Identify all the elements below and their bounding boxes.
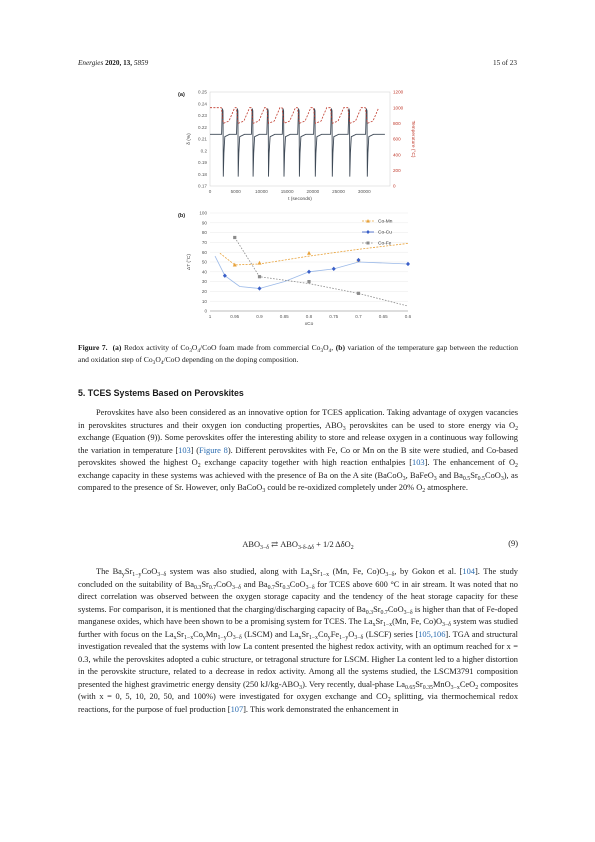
legend-label-co-fe: Co-Fe — [378, 241, 392, 247]
x-tick-label: 20000 — [306, 189, 320, 194]
y-tick-right-label: 800 — [393, 120, 401, 126]
x-tick-label: 0.75 — [329, 314, 339, 319]
equation-body: $ABO_{3-\delta}$ ⇄ $ABO_{3-\delta-\Delta\delta} + 1/2$ ΔδO$_2$ — [242, 540, 354, 551]
ref-104[interactable]: 104 — [462, 567, 475, 576]
series-delta-line — [210, 109, 385, 177]
section-title: 5. TCES Systems Based on Perovskites — [78, 388, 244, 398]
y-tick-label: 20 — [201, 289, 207, 294]
x-tick-label: 0.9 — [256, 314, 263, 319]
y-tick-label: 10 — [201, 298, 207, 304]
y-tick-right-label: 0 — [393, 183, 396, 189]
x-tick-label: 0.65 — [378, 314, 388, 319]
ref-105-106[interactable]: 105,106 — [418, 629, 446, 639]
x-tick-label: 0 — [208, 189, 212, 194]
y-axis-title-b: ΔT (°C) — [187, 254, 192, 270]
data-point-co-mn — [258, 261, 262, 265]
data-point-co-cu — [258, 286, 262, 290]
y-tick-label: 0 — [204, 308, 207, 314]
y-tick-right-label: 1000 — [393, 105, 404, 111]
page-number: 15 of 23 — [493, 59, 517, 67]
data-point-co-cu — [223, 274, 227, 278]
y-tick-right-label: 400 — [393, 152, 401, 158]
data-point-co-cu — [307, 270, 311, 274]
equation-number: (9) — [508, 539, 518, 548]
figure-7-caption: Figure 7. (a) Redox activity of $Co_3O_4$/CoO foam made from commercial $Co_3O_4$, (b) variation of the temperature gap between the reduction and oxidation step of $Co_3O_4$/CoO depending on the doping composition. — [78, 343, 519, 366]
ref-figure-8[interactable]: Figure 8 — [199, 445, 228, 455]
journal-citation: Energies 2020, 13, 5859 — [78, 59, 149, 67]
x-tick-label: 0.7 — [355, 314, 362, 319]
x-tick-label: 0.8 — [305, 314, 313, 319]
paragraph-perovskites-intro: Perovskites have also been considered as an innovative option for TCES application. Taking advantage of oxygen vacancies in perovskites structures and their oxygen ion conducting properties, $ABO_3$ perovskites can be used to store energy via $O_2$ exchange (Equation (9)). Some perovskites offer the interesting ability to store and release oxygen in a continuous way following the variation in temperature [103] (Figure 8). Different perovskites with Fe, Co or Mn on the B site were studied, and Co-based perovskites showed the highest $O_2$ exchange capacity together with high reaction enthalpies [103]. The enhancement of $O_2$ exchange capacity in these systems was achieved with the presence of Ba on the A site (BaCoO$_3$, BaFeO$_3$ and $Ba_{0.5}Sr_{0.5}CoO_3$), as compared to the presence of Sr. However, only BaCoO$_3$ could be re-oxidized completely under 20% $O_2$ atmosphere. — [78, 408, 519, 494]
y-tick-right-label: 600 — [393, 136, 401, 142]
figure-7a-chart — [176, 86, 420, 208]
data-point-co-fe — [233, 236, 236, 239]
figure-7b-chart — [176, 207, 420, 329]
legend-marker-co-cu — [366, 230, 370, 234]
legend-marker-co-fe — [367, 242, 370, 245]
legend-label-co-mn: Co-Mn — [378, 219, 393, 225]
x-tick-label: 0.85 — [279, 314, 289, 319]
y-tick-left-label: 0.19 — [198, 160, 207, 166]
y-tick-left-label: 0.18 — [198, 171, 207, 177]
y-axis-title-right-a: Temperature (°C) — [410, 120, 415, 158]
trendline-co-cu — [215, 256, 408, 288]
y-tick-label: 70 — [201, 240, 207, 245]
y-tick-left-label: 0.25 — [198, 89, 207, 95]
y-tick-label: 30 — [201, 279, 207, 285]
figure-7b-svg — [176, 207, 420, 329]
y-tick-left-label: 0.21 — [198, 136, 207, 142]
x-tick-label: 0.95 — [230, 314, 240, 319]
x-axis-title-a: t (seconds) — [288, 197, 312, 202]
panel-label-a: (a) — [178, 92, 185, 98]
y-tick-label: 60 — [201, 249, 207, 255]
y-tick-label: 90 — [201, 220, 207, 226]
y-tick-left-label: 0.24 — [198, 101, 207, 107]
x-tick-label: 30000 — [357, 189, 371, 194]
data-point-co-cu — [406, 262, 410, 266]
x-tick-label: 15000 — [280, 189, 294, 194]
panel-label-b: (b) — [178, 213, 186, 219]
y-tick-left-label: 0.17 — [198, 183, 207, 189]
legend-label-co-cu: Co-Cu — [378, 230, 392, 236]
x-tick-label: 1 — [208, 314, 212, 319]
y-tick-label: 50 — [201, 259, 207, 265]
ref-103b[interactable]: 103 — [412, 458, 425, 467]
x-tick-label: 0.6 — [404, 314, 412, 319]
x-tick-label: 5000 — [230, 189, 241, 194]
y-tick-right-label: 200 — [393, 167, 401, 173]
plot-area-a — [210, 92, 390, 186]
y-tick-label: 40 — [201, 269, 207, 275]
y-tick-label: 100 — [199, 210, 207, 216]
data-point-co-fe — [258, 275, 261, 278]
figure-7a-svg — [176, 86, 420, 208]
x-tick-label: 25000 — [332, 189, 345, 194]
y-tick-left-label: 0.23 — [198, 113, 207, 119]
data-point-co-fe — [357, 292, 360, 295]
y-tick-right-label: 1200 — [393, 89, 404, 95]
paragraph-bacoo-systems: The $Ba_ySr_{1-y}CoO_{3-\delta}$ system was also studied, along with $La_xSr_{1-x}$ (Mn, Fe, $Co)O_{3-\delta}$, by Gokon et al. [104]. The study concluded on the suitability of $Ba_{0.3}Sr_{0.7}CoO_{3-\delta}$ and $Ba_{0.7}Sr_{0.3}CoO_{3-\delta}$ for TCES above 600 °C in air stream. It was noted that no direct correlation was observed between the oxygen storage capacity and the tendency of the heat storage capacity for these systems. For comparison, it is mentioned that the charging/discharging capacity of $Ba_{0.3}Sr_{0.7}CoO_{3-\delta}$ is higher than that of Fe-doped manganese oxides, which have been shown to be a promising system for TCES. The $La_xSr_{1-x}(Mn$, Fe, $Co)O_{3-\delta}$ system was studied further with focus on the $La_xSr_{1-x}Co_yMn_{1-y}O_{3-\delta}$ (LSCM) and $La_xSr_{1-x}Co_yFe_{1-y}O_{3-\delta}$ (LSCF) series [105,106]. TGA and structural investigation revealed that the systems with low La content presented the highest redox activity, with an optimum reached for x = 0.3, while the perovskites adopted a cubic structure, or tetragonal structure for LSCM. Higher La content led to a higher distortion in the perovskite structure, related to a decrease in redox activity. Among all the systems studied, the LSCM3791 composition presented the highest gravimetric energy density (250 $kJ/kg-ABO_3$). Very recently, dual-phase $La_{0.65}Sr_{0.35}MnO_{3-x}CeO_2$ composites (with x = 0, 5, 10, 20, 50, and 100%) were investigated for oxygen exchange and $CO_2$ splitting, via thermochemical redox reactions, for the purpose of fuel production [107]. This work demonstrated the enhancement in — [78, 567, 519, 714]
ref-103[interactable]: 103 — [178, 445, 191, 455]
ref-107[interactable]: 107 — [230, 704, 244, 714]
y-tick-left-label: 0.22 — [198, 124, 207, 130]
series-temperature-line — [210, 108, 379, 124]
y-axis-title-left-a: δ (%) — [187, 133, 192, 145]
y-tick-label: 80 — [201, 230, 207, 236]
y-tick-left-label: 0.2 — [200, 148, 207, 154]
data-point-co-cu — [332, 267, 336, 271]
x-tick-label: 10000 — [255, 189, 268, 194]
data-point-co-mn — [307, 251, 311, 255]
data-point-co-fe — [307, 280, 310, 283]
x-axis-title-b: xCo — [304, 322, 314, 327]
